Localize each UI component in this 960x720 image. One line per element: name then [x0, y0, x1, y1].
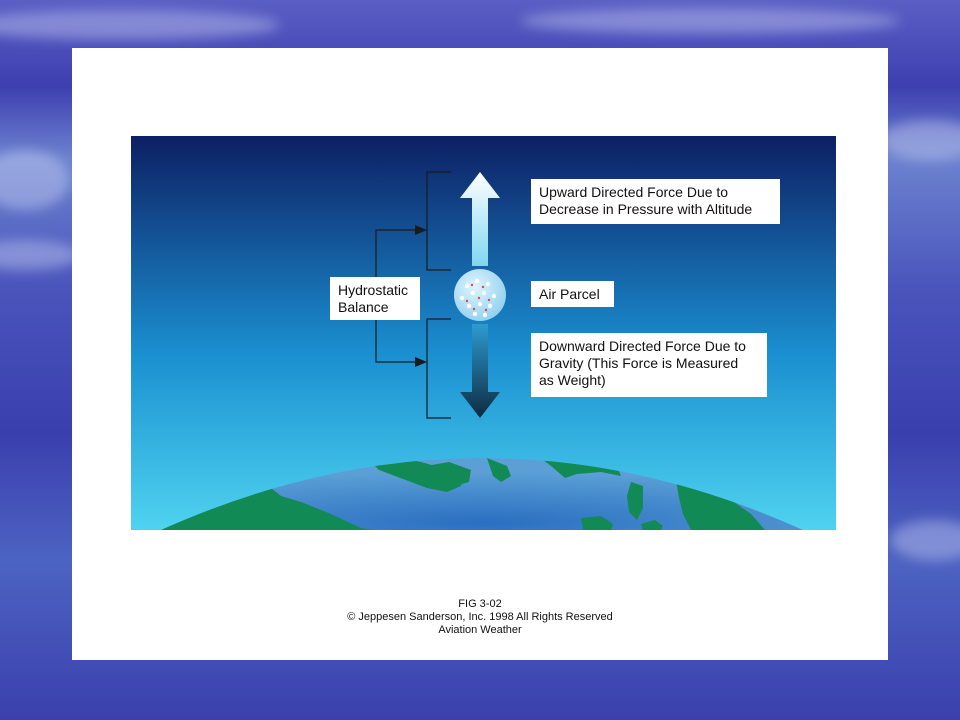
background-cloud-streak [0, 150, 70, 210]
figure-caption [72, 598, 888, 637]
background-cloud-streak [0, 10, 280, 40]
slide-card [72, 48, 888, 660]
upward-force-label: Upward Directed Force Due to Decrease in Pressure with Altitude [531, 179, 780, 224]
hydrostatic-balance-label: Hydrostatic Balance [330, 277, 420, 320]
hydrostatic-figure [131, 136, 836, 530]
figure-number: FIG 3-02 [458, 598, 502, 610]
background-cloud-streak [880, 120, 960, 160]
background-cloud-streak [520, 8, 900, 34]
downward-force-label: Downward Directed Force Due to Gravity (This Force is Measured as Weight) [531, 333, 767, 397]
air-parcel-sphere [454, 269, 506, 321]
background-cloud-streak [890, 520, 960, 560]
air-parcel-label: Air Parcel [531, 281, 614, 307]
copyright-notice: © Jeppesen Sanderson, Inc. 1998 All Rights Reserved [347, 611, 613, 623]
background-cloud-streak [0, 240, 80, 270]
source-title: Aviation Weather [438, 624, 522, 636]
